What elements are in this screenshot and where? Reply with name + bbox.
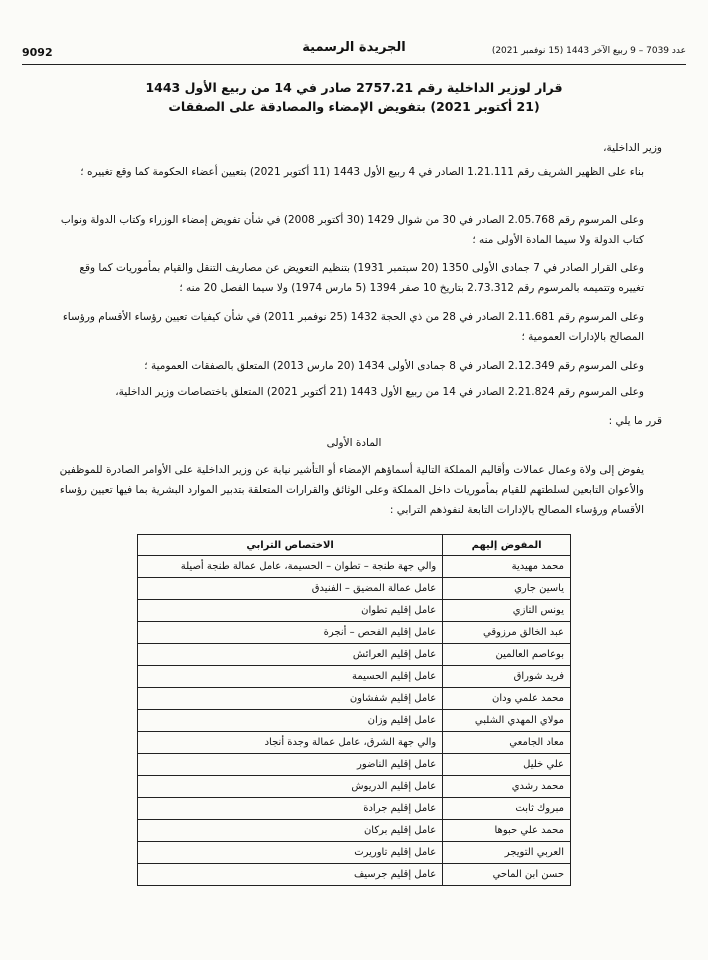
competence-cell: والي جهة الشرق، عامل عمالة وجدة أنجاد <box>138 732 443 754</box>
delegate-name-cell: معاد الجامعي <box>443 732 571 754</box>
header-delegate: المفوض إليهم <box>443 535 571 556</box>
table-row <box>138 644 571 666</box>
delegate-name-cell: عبد الخالق مرزوقي <box>443 622 571 644</box>
delegation-table-body <box>138 556 571 886</box>
preamble-paragraph-4: وعلى المرسوم رقم 2.11.681 الصادر في 28 من ذي الحجة 1432 (25 نوفمبر 2011) في شأن كيفيات تعيين رؤساء الأقسام ورؤساء المصالح بالإدارات العمومية ؛ <box>62 311 644 343</box>
competence-cell: عامل إقليم الدريوش <box>138 776 443 798</box>
delegate-name-cell: علي خليل <box>443 754 571 776</box>
article-text: يفوض إلى ولاة وعمال عمالات وأقاليم المملكة التالية أسماؤهم الإمضاء أو التأشير نيابة عن وزير الداخلية على الأوامر الصادرة للموظفين والأعوان التابعين لسلطتهم للقيام بمأموريات داخل المملكة وعلى الوثائق والقرارات المتعلقة بتدبير الموارد البشرية بما فيها تعيين رؤساء الأقسام ورؤساء المصالح بالإدارات التابعة لنفوذهم الترابي : <box>59 464 644 516</box>
decree-title-line2: (21 أكتوبر 2021) بتفويض الإمضاء والمصادقة على الصفقات <box>168 99 540 114</box>
delegate-name-cell: يونس التازي <box>443 600 571 622</box>
decree-title <box>40 78 668 116</box>
delegate-name-cell: بوعاصم العالمين <box>443 644 571 666</box>
delegation-table <box>137 534 571 886</box>
table-row <box>138 556 571 578</box>
page-header <box>22 40 686 60</box>
competence-cell: عامل إقليم تاوريرت <box>138 842 443 864</box>
preamble-paragraph-3: وعلى القرار الصادر في 7 جمادى الأولى 1350 (20 سبتمبر 1931) بتنظيم التعويض عن مصاريف التنقل والقيام بمأموريات كما وقع تغييره وتتميمه بالمرسوم رقم 2.73.312 بتاريخ 10 صفر 1394 (5 مارس 1974) ولا سيما الفصل 20 منه ؛ <box>79 262 644 294</box>
competence-cell: عامل إقليم تطوان <box>138 600 443 622</box>
delegate-name-cell: حسن ابن الماحي <box>443 864 571 886</box>
competence-cell: عامل إقليم جرادة <box>138 798 443 820</box>
delegate-name-cell: العربي التويجر <box>443 842 571 864</box>
decree-title-line1: قرار لوزير الداخلية رقم 2757.21 صادر في 14 من ربيع الأول 1443 <box>145 80 563 95</box>
page-number: 9092 <box>22 46 53 59</box>
delegate-name-cell: محمد علي حبوها <box>443 820 571 842</box>
table-row <box>138 842 571 864</box>
table-row <box>138 798 571 820</box>
table-row <box>138 578 571 600</box>
competence-cell: عامل إقليم الحسيمة <box>138 666 443 688</box>
table-row <box>138 732 571 754</box>
table-row <box>138 776 571 798</box>
competence-cell: عامل إقليم العرائش <box>138 644 443 666</box>
article-heading: المادة الأولى <box>326 437 382 449</box>
table-row <box>138 600 571 622</box>
competence-cell: عامل إقليم وزان <box>138 710 443 732</box>
minister-label: وزير الداخلية، <box>603 142 662 154</box>
header-competence: الاختصاص الترابي <box>138 535 443 556</box>
issue-info: عدد 7039 – 9 ربيع الآخر 1443 (15 نوفمبر 2021) <box>491 46 686 56</box>
preamble-paragraph-5: وعلى المرسوم رقم 2.12.349 الصادر في 8 جمادى الأولى 1434 (20 مارس 2013) المتعلق بالصفقات العمومية ؛ <box>144 360 644 372</box>
delegate-name-cell: فريد شوراق <box>443 666 571 688</box>
table-row <box>138 864 571 886</box>
table-row <box>138 710 571 732</box>
competence-cell: عامل إقليم الناضور <box>138 754 443 776</box>
table-row <box>138 622 571 644</box>
delegate-name-cell: ياسين جاري <box>443 578 571 600</box>
preamble-paragraph-6: وعلى المرسوم رقم 2.21.824 الصادر في 14 من ربيع الأول 1443 (21 أكتوبر 2021) المتعلق باختصاصات وزير الداخلية، <box>115 386 644 398</box>
journal-title: الجريدة الرسمية <box>302 40 406 55</box>
preamble-paragraph-1: بناء على الظهير الشريف رقم 1.21.111 الصادر في 4 ربيع الأول 1443 (11 أكتوبر 2021) بتعيين أعضاء الحكومة كما وقع تغييره ؛ <box>80 166 644 178</box>
table-header-row <box>138 535 571 556</box>
delegate-name-cell: محمد علمي ودان <box>443 688 571 710</box>
delegate-name-cell: محمد مهيدية <box>443 556 571 578</box>
table-row <box>138 820 571 842</box>
competence-cell: عامل إقليم شفشاون <box>138 688 443 710</box>
table-row <box>138 754 571 776</box>
decision-label: قرر ما يلي : <box>608 415 662 427</box>
delegate-name-cell: مبروك ثابت <box>443 798 571 820</box>
table-row <box>138 688 571 710</box>
competence-cell: عامل إقليم جرسيف <box>138 864 443 886</box>
competence-cell: والي جهة طنجة – تطوان – الحسيمة، عامل عمالة طنجة أصيلة <box>138 556 443 578</box>
competence-cell: عامل عمالة المضيق – الفنيدق <box>138 578 443 600</box>
competence-cell: عامل إقليم بركان <box>138 820 443 842</box>
header-divider <box>22 64 686 65</box>
delegate-name-cell: محمد رشدي <box>443 776 571 798</box>
table-row <box>138 666 571 688</box>
delegate-name-cell: مولاي المهدي الشلبي <box>443 710 571 732</box>
preamble-paragraph-2: وعلى المرسوم رقم 2.05.768 الصادر في 30 من شوال 1429 (30 أكتوبر 2008) في شأن تفويض إمضاء الوزراء وكتاب الدولة ونواب كتاب الدولة ولا سيما المادة الأولى منه ؛ <box>60 214 644 246</box>
competence-cell: عامل إقليم الفحص – أنجرة <box>138 622 443 644</box>
